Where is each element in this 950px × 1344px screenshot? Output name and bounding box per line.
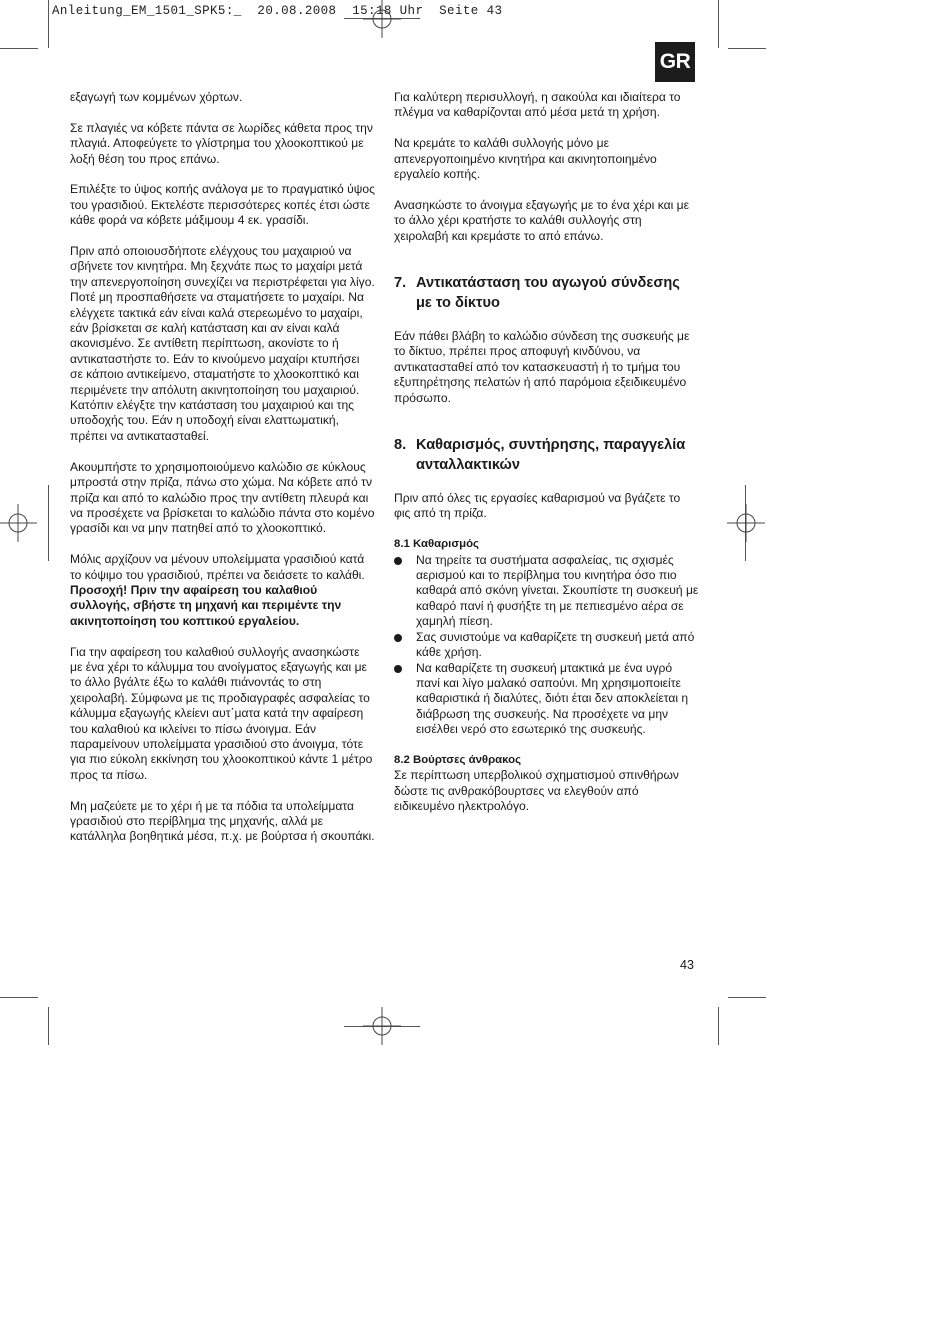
list-item bbox=[394, 630, 699, 661]
left-paragraph-3: Επιλέξτε το ύψος κοπής ανάλογα με το πραγματικό ύψος του γρασιδιού. Εκτελέστε περισσότερες κοπές έτσι ώστε κάθε φορά να κόβετε μάξιμουμ 4 εκ. γρασίδι. bbox=[70, 182, 375, 228]
bullet-dot-icon bbox=[394, 557, 402, 565]
subsection-8-2-title: 8.2 Βούρτσες άνθρακος bbox=[394, 753, 521, 766]
bullet-dot-icon bbox=[394, 634, 402, 642]
crop-mark-bottom-right-h bbox=[728, 997, 766, 998]
left-paragraph-6: Μόλις αρχίζουν να μένουν υπολείμματα γρασιδιού κατά το κόψιμο του γρασιδιού, πρέπει να δειάσετε το καλάθι. bbox=[70, 552, 365, 582]
list-item-text: Σας συνιστούμε να καθαρίζετε τη συσκευή μετά από κάθε χρήση. bbox=[416, 629, 695, 660]
right-paragraph-2: Να κρεμάτε το καλάθι συλλογής μόνο με απενεργοποιημένο κινητήρα και ακινητοποιημένο εργαλείο κοπής. bbox=[394, 136, 657, 182]
section-8-body: Πριν από όλες τις εργασίες καθαρισμού να βγάζετε το φις από τη πρίζα. bbox=[394, 491, 681, 521]
crop-mark-bottom-right-v bbox=[718, 1007, 719, 1045]
right-column bbox=[394, 90, 699, 830]
left-paragraph-4: Πριν από οποιουσδήποτε ελέγχους του μαχαιριού να σβήνετε τον κινητήρα. Μη ξεχνάτε πως το μαχαίρι μετά την απενεργοποίηση συνεχίζει να περιστρέφεται για λίγο. Ποτέ μη προσπαθήσετε να σταματήσετε το μαχαίρι. Να ελέγχετε τακτικά εάν είναι καλά στερεωμένο το μαχαίρι, εάν βρίσκεται σε καλή κατάσταση και αν είναι καλά ακονισμένο. Σε αντίθετη περίπτωση, ακονίστε το ή αντικαταστήστε το. Εάν το κινούμενο μαχαίρι κτυπήσει σε κάποιο αντικείμενο, σταματήστε το χλοοκοπτικό και περιμένετε την απόλυτη ακινητοποίηση του μαχαιριού. Κατόπιν ελέγξτε την κατάσταση του μαχαιριού και της υποδοχής του. Εάν η υποδοχή είναι ελαττωματική, πρέπει να αντικατασταθεί. bbox=[70, 244, 375, 443]
crop-mark-mid-left-v bbox=[48, 485, 49, 561]
crop-mark-bottom-left-v bbox=[48, 1007, 49, 1045]
left-paragraph-2: Σε πλαγιές να κόβετε πάντα σε λωρίδες κάθετα προς την πλαγιά. Αποφεύγετε το γλίστρημα του χλοοκοπτικού με λοξή θέση του προς επάνω. bbox=[70, 120, 373, 166]
list-item bbox=[394, 553, 699, 630]
section-8-number: 8. bbox=[394, 437, 407, 454]
print-slug: Anleitung_EM_1501_SPK5:_ 20.08.2008 15:18 Uhr Seite 43 bbox=[52, 4, 503, 18]
language-badge: GR bbox=[655, 42, 695, 82]
page-number: 43 bbox=[680, 958, 694, 972]
right-paragraph-3: Ανασηκώστε το άνοιγμα εξαγωγής με το ένα χέρι και με το άλλο χέρι κρατήστε το καλάθι συλλογής στη χειρολαβή και κρεμάστε το από επάνω. bbox=[394, 197, 690, 243]
crop-mark-top-left-h bbox=[0, 48, 38, 49]
registration-mark-left-icon bbox=[0, 504, 37, 542]
cleaning-bullet-list bbox=[394, 553, 699, 738]
right-paragraph-1: Για καλύτερη περισυλλογή, η σακούλα και ιδιαίτερα το πλέγμα να καθαρίζονται από μέσα μετά τη χρήση. bbox=[394, 90, 681, 120]
warning-text: Προσοχή! Πριν την αφαίρεση του καλαθιού συλλογής, σβήστε τη μηχανή και περιμέντε την ακινητοποίηση του κοπτικού εργαλείου. bbox=[70, 582, 342, 628]
list-item bbox=[394, 661, 699, 738]
subsection-8-1-title: 8.1 Καθαρισμός bbox=[394, 538, 479, 551]
section-8-title: Καθαρισμός, συντήρησης, παραγγελία ανταλλακτικών bbox=[416, 437, 686, 473]
section-8-heading bbox=[394, 436, 699, 475]
registration-mark-bottom-icon bbox=[363, 1007, 401, 1045]
registration-mark-right-icon bbox=[727, 504, 765, 542]
left-paragraph-7: Για την αφαίρεση του καλαθιού συλλογής ανασηκώστε με ένα χέρι το κάλυμμα του ανοίγματος εξαγωγής και με το άλλο βγάλτε έξω το καλάθι πιάνοντάς το στη χειρολαβή. Σύμφωνα με τις προδιαγραφές ασφαλείας το κάλυμμα εξαγωγής κλείεvι αυτ΄ματα κατά την αφαίρεση του καλαθιού κα ικλείνει το πίσω άνοιγμα. Εάν παραμείνουν υπολείμματα γρασιδιού στο άνοιγμα, τότε για πιο εύκολη εκκίνηση του χλοοκοπτικού κάντε 1 μέτρο προς τα πίσω. bbox=[70, 644, 373, 782]
section-7-number: 7. bbox=[394, 275, 407, 292]
section-7-title: Αντικατάσταση του αγωγού σύνδεσης με το δίκτυο bbox=[416, 275, 680, 311]
registration-mark-top-icon bbox=[363, 0, 401, 38]
section-7-body: Εάν πάθει βλάβη το καλώδιο σύνδεση της συσκευής με το δίκτυο, πρέπει προς αποφυγή κινδύνου, να αντικατασταθεί από τον κατασκευαστή ή το τμήμα του εξυπηρέτησης πελατών ή από παρόμοια εξειδικευμένο πρόσωπο. bbox=[394, 329, 690, 405]
left-paragraph-8: Μη μαζεύετε με το χέρι ή με τα πόδια τα υπολείμματα γρασιδιού στο περίβλημα της μηχανής, αλλά με κατάλληλα βοηθητικά μέσα, π.χ. με βούρτσα ή σκουπάκι. bbox=[70, 798, 375, 844]
crop-mark-top-right-v bbox=[718, 0, 719, 48]
left-paragraph-1: εξαγωγή των κομμένων χόρτων. bbox=[70, 90, 243, 104]
list-item-text: Να καθαρίζετε τη συσκευή μτακτικά με ένα υγρό πανί και λίγο μαλακό σαπούνι. Μη χρησιμοποιείτε καθαριστικά ή διαλύτες, διότι έται δεν αποκλείεται η διάβρωση της συσκευής. Να προσέχετε να μην εισέλθει νερό στο εσωτερικό της συσκευής. bbox=[416, 660, 689, 737]
left-paragraph-5: Ακουμπήστε το χρησιμοποιούμενο καλώδιο σε κύκλους μπροστά στην πρίζα, πάνω στο χώμα. Να κόβετε από τν πρίζα και από το καλώδιο προς την αντίθετη πλευρά και να προσέχετε να βρίσκεται το καλώδιο πάντα στο κομένο γρασίδι και να μην πατηθεί από το χλοοκοπτικό. bbox=[70, 459, 375, 536]
crop-mark-top-left-v bbox=[48, 0, 49, 48]
section-7-heading bbox=[394, 274, 699, 313]
bullet-dot-icon bbox=[394, 665, 402, 673]
list-item-text: Να τηρείτε τα συστήματα ασφαλείας, τις σχισμές αερισμού και το περίβλημα του κινητήρα όσο πιο καθαρά από σκόνη γίνεται. Σκουπίστε τη συσκευή με καθαρό πανί ή φυσήξτε τη με πεπιεσμένο αέρα σε χαμηλή πίεση. bbox=[416, 552, 699, 629]
subsection-8-2-body: Σε περίπτωση υπερβολικού σχηματισμού σπινθήρων δώστε τις ανθρακόβουρτσες να ελεγθούν από ειδικευμένο ηλεκτρολόγο. bbox=[394, 768, 679, 814]
left-column bbox=[70, 90, 375, 860]
crop-mark-bottom-left-h bbox=[0, 997, 38, 998]
crop-mark-top-right-h bbox=[728, 48, 766, 49]
